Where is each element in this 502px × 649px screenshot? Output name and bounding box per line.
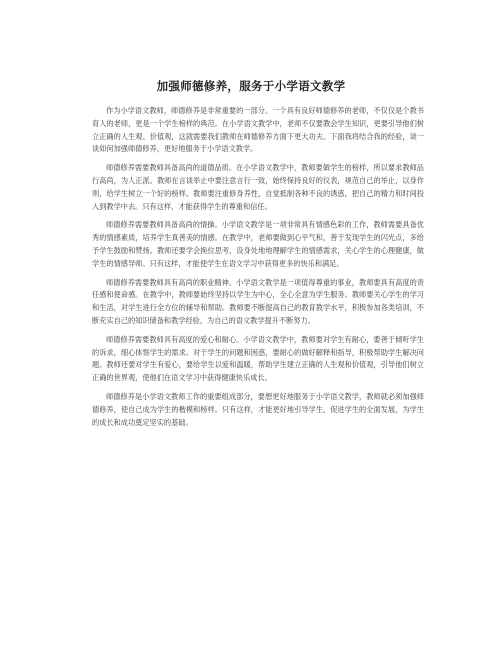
paragraph-intro: 作为小学语文教师，师德修养是非常重要的一部分。一个具有良好师德修养的老师，不仅仅是个教书育人的老师，更是一个学生榜样的典范。在小学语文教学中，老师不仅要教会学生知识，更要引导他们树立正确的人生观、价值观，这就需要我们教师在师德修养方面下更大功夫。下面我将结合我的经验，谈一谈如何加强师德修养，更好地服务于小学语文教学。 xyxy=(92,106,424,154)
paragraph-love-patience: 师德修养需要教师具有高度的爱心和耐心。小学语文教学中，教师要对学生有耐心，要善于倾听学生的诉求，细心体察学生的需求。对于学生的问题和困惑，要耐心的做好解释和指导，积极帮助学生解决问题。教师还要对学生有爱心，要给学生以爱和温暖，帮助学生建立正确的人生观和价值观，引导他们树立正确的世界观，使他们在语文学习中获得健康快乐成长。 xyxy=(92,334,424,383)
document-body xyxy=(92,105,424,435)
paragraph-conclusion: 师德修养是小学语文教师工作的重要组成部分，要想更好地服务于小学语文教学，教师就必须加强师德修养，使自己成为学生的楷模和榜样。只有这样，才能更好地引导学生，促进学生的全面发展，为学生的成长和成功奠定坚实的基础。 xyxy=(92,391,424,427)
paragraph-moral-quality: 师德修养需要教师具备高尚的道德品质。在小学语文教学中，教师要做学生的榜样，所以要求教师品行高尚，为人正派。教师在言谈举止中要注意言行一致，始终保持良好的仪表，规范自己的举止，以身作则，给学生树立一个好的榜样。教师要注重修身养性，自觉抵制各种不良的诱惑，把自己的精力和时间投入到教学中去。只有这样，才能获得学生的尊重和信任。 xyxy=(92,163,424,211)
paragraph-professionalism: 师德修养需要教师具有高尚的职业精神。小学语文教学是一项值得尊重的事业，教师要具有高度的责任感和使命感。在教学中，教师要始终坚持以学生为中心，全心全意为学生服务。教师要关心学生的学习和生活，对学生进行全方位的辅导和帮助。教师要不断提高自己的教育教学水平，积极参加各类培训，不断充实自己的知识储备和教学经验，为自己的语文教学提升不断努力。 xyxy=(92,277,424,325)
paragraph-sentiment: 师德修养需要教师具备高尚的情操。小学语文教学是一项非常具有情感色彩的工作，教师需要具备优秀的情感素质，培养学生真善美的情感。在教学中，老师要做到心平气和，善于发现学生的闪光点，多给予学生鼓励和赞扬。教师还要学会换位思考，设身处地地理解学生的情感需求，关心学生的心理健康，做学生的情感导师。只有这样，才能使学生在语文学习中获得更多的快乐和满足。 xyxy=(92,220,424,268)
document-title: 加强师德修养，服务于小学语文教学 xyxy=(156,79,346,93)
